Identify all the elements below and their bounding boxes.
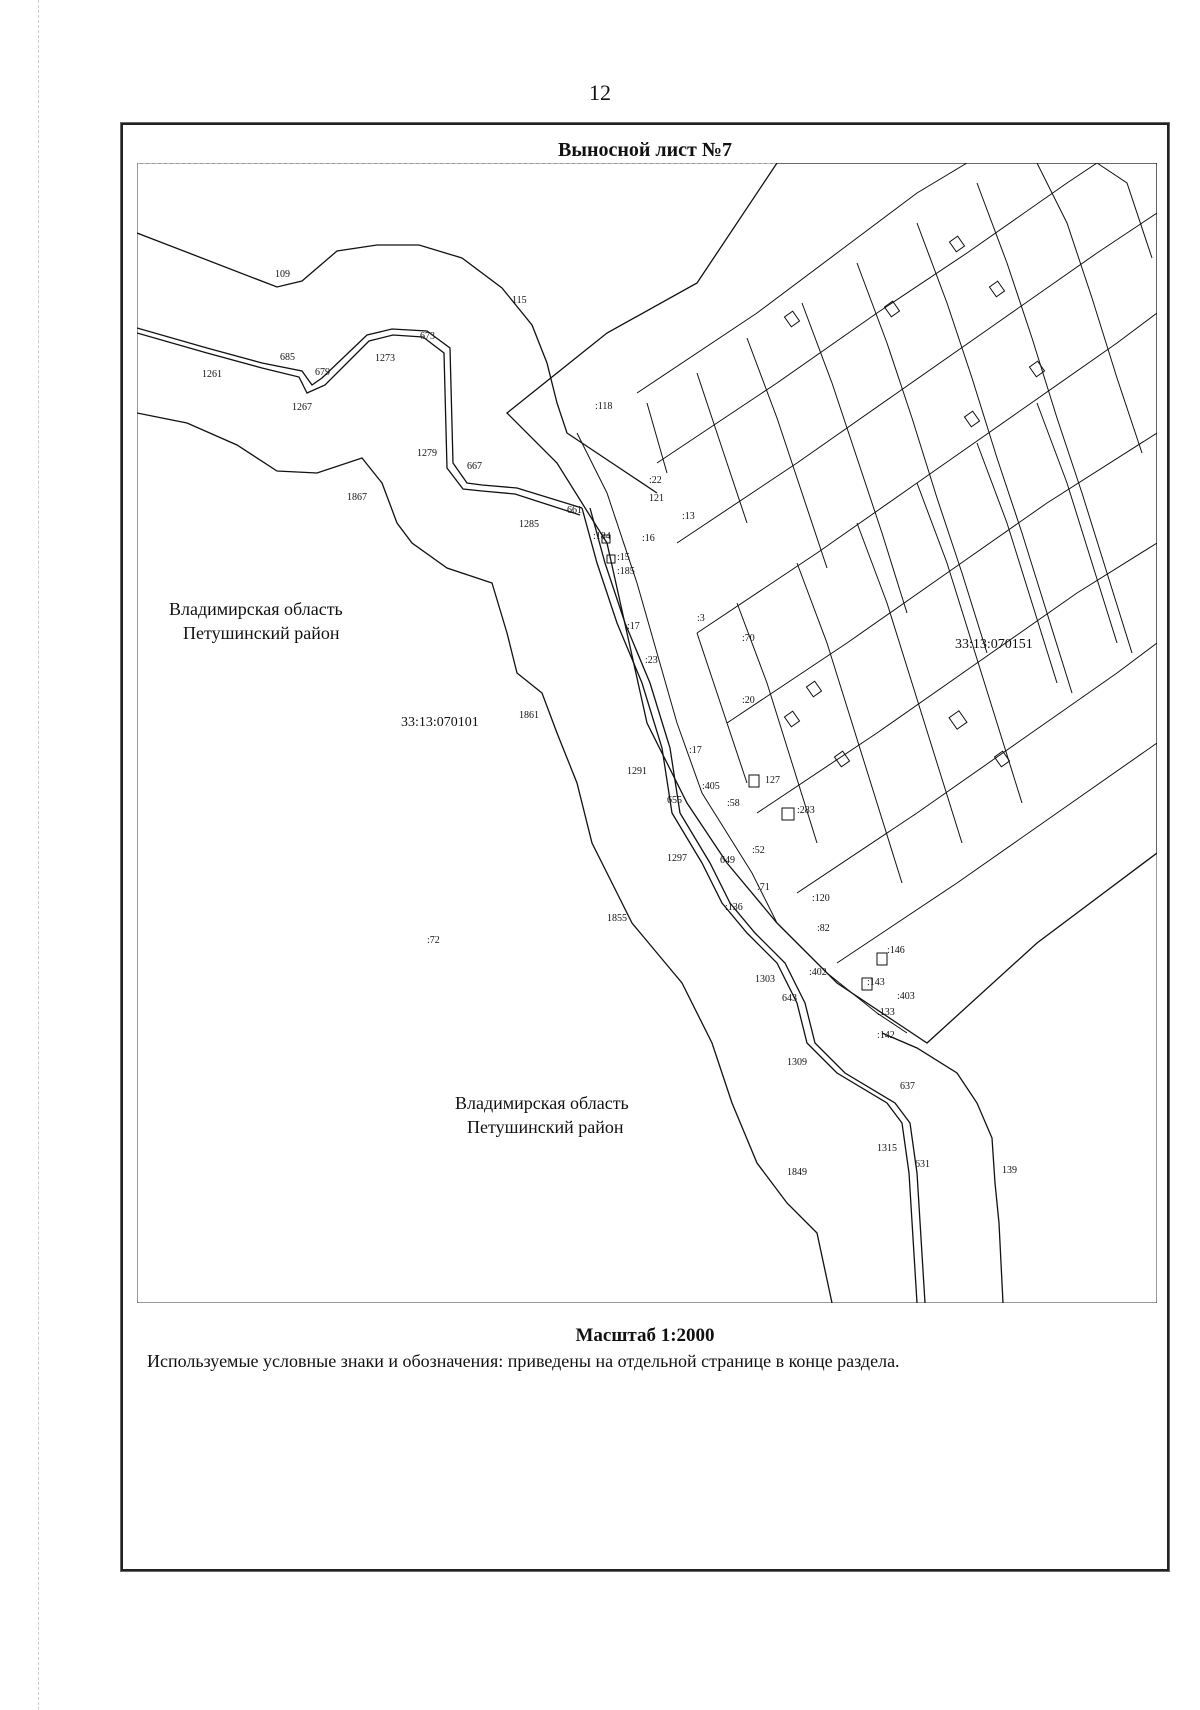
svg-text::13: :13 [682, 511, 695, 522]
svg-text:649: 649 [720, 855, 735, 866]
svg-text::17: :17 [689, 745, 702, 756]
svg-text::185: :185 [617, 566, 635, 577]
svg-text::23: :23 [645, 655, 658, 666]
svg-text::405: :405 [702, 781, 720, 792]
svg-text::142: :142 [877, 1030, 895, 1041]
svg-text:1291: 1291 [627, 766, 647, 777]
svg-text::52: :52 [752, 845, 765, 856]
svg-text:1261: 1261 [202, 369, 222, 380]
sheet-title: Выносной лист №7 [558, 139, 732, 161]
svg-text:1867: 1867 [347, 492, 367, 503]
map-border [137, 163, 1157, 1303]
map-scale: Масштаб 1:2000 [575, 1325, 715, 1346]
svg-text::118: :118 [595, 401, 613, 412]
svg-text::133: :133 [877, 1007, 895, 1018]
svg-text::58: :58 [727, 798, 740, 809]
svg-text::136: :136 [725, 902, 743, 913]
legend-note: Используемые условные знаки и обозначения: приведены на отдельной странице в конце раздела. [147, 1351, 900, 1371]
svg-text::402: :402 [809, 967, 827, 978]
region-label-west-line2: Петушинский район [183, 623, 340, 643]
boundary-line-outer [137, 233, 657, 493]
page-number: 12 [589, 80, 611, 105]
map-sheet-frame [121, 123, 1169, 1571]
svg-text::71: :71 [757, 882, 770, 893]
svg-text:1309: 1309 [787, 1057, 807, 1068]
svg-text::283: :283 [797, 805, 815, 816]
svg-text:1315: 1315 [877, 1143, 897, 1154]
svg-text:1297: 1297 [667, 853, 687, 864]
settlement-outline [507, 163, 1157, 1043]
svg-text:121: 121 [649, 493, 664, 504]
svg-text::184: :184 [593, 531, 611, 542]
region-label-south-line1: Владимирская область [455, 1093, 629, 1113]
svg-text::16: :16 [642, 533, 655, 544]
parcel-grid [637, 163, 1157, 963]
boundary-line-river-a [137, 328, 582, 508]
svg-text::17: :17 [627, 621, 640, 632]
region-label-west-line1: Владимирская область [169, 599, 343, 619]
svg-text::20: :20 [742, 695, 755, 706]
svg-text:1273: 1273 [375, 353, 395, 364]
parcel-labels [427, 401, 915, 1041]
boundary-line-east [882, 1033, 1003, 1303]
river-bank-b [590, 508, 925, 1303]
cadastral-map [137, 163, 1157, 1303]
svg-text:1285: 1285 [519, 519, 539, 530]
page-edge-rule [38, 0, 39, 1710]
region-label-south-line2: Петушинский район [467, 1117, 624, 1137]
svg-text:127: 127 [765, 775, 780, 786]
svg-text::3: :3 [697, 613, 705, 624]
svg-text:1303: 1303 [755, 974, 775, 985]
svg-text:631: 631 [915, 1159, 930, 1170]
svg-text:1861: 1861 [519, 710, 539, 721]
svg-text::120: :120 [812, 893, 830, 904]
svg-text:139: 139 [1002, 1165, 1017, 1176]
quarter-label-070101: 33:13:070101 [401, 715, 479, 730]
svg-text::72: :72 [427, 935, 440, 946]
svg-text:109: 109 [275, 269, 290, 280]
svg-text:661: 661 [567, 505, 582, 516]
svg-text::22: :22 [649, 475, 662, 486]
svg-text:679: 679 [315, 367, 330, 378]
svg-text::70: :70 [742, 633, 755, 644]
svg-text::146: :146 [887, 945, 905, 956]
svg-text::15: :15 [617, 552, 630, 563]
svg-text:1855: 1855 [607, 913, 627, 924]
svg-text::143: :143 [867, 977, 885, 988]
svg-text:685: 685 [280, 352, 295, 363]
svg-text:115: 115 [512, 295, 527, 306]
svg-text:655: 655 [667, 795, 682, 806]
svg-text:667: 667 [467, 461, 482, 472]
svg-text:1849: 1849 [787, 1167, 807, 1178]
svg-text:1279: 1279 [417, 448, 437, 459]
svg-text:673: 673 [420, 331, 435, 342]
svg-text:637: 637 [900, 1081, 915, 1092]
building-markers [602, 236, 1045, 990]
svg-text:643: 643 [782, 993, 797, 1004]
quarter-label-070151: 33:13:070151 [955, 637, 1033, 652]
svg-text::82: :82 [817, 923, 830, 934]
svg-text:1267: 1267 [292, 402, 312, 413]
svg-text::403: :403 [897, 991, 915, 1002]
